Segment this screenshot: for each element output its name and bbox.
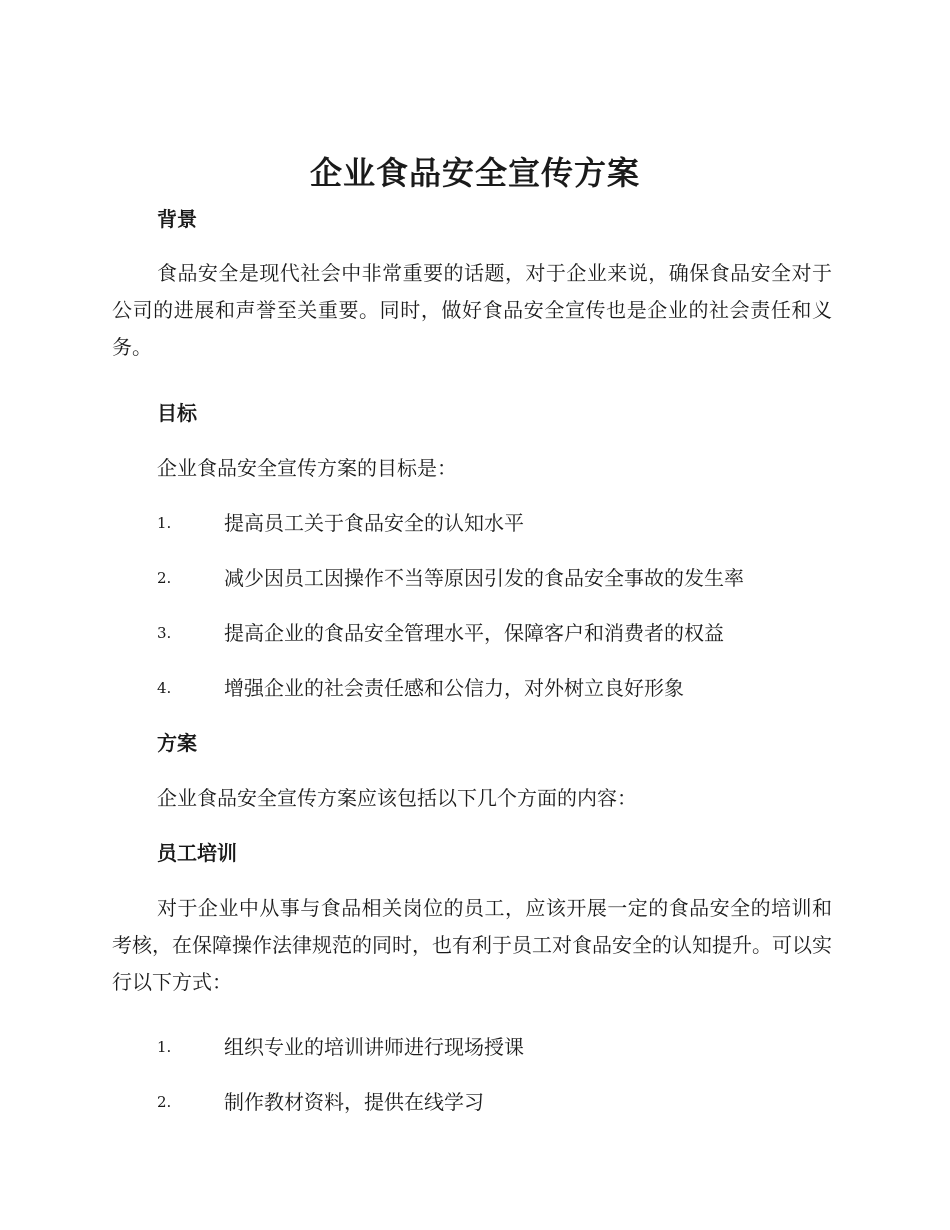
- background-paragraph: 食品安全是现代社会中非常重要的话题，对于企业来说，确保食品安全对于公司的进展和声誉至关重要。同时，做好食品安全宣传也是企业的社会责任和义务。: [112, 261, 832, 359]
- section-heading-training: 员工培训: [157, 841, 237, 865]
- list-item-text: 提高员工关于食品安全的认知水平: [224, 511, 524, 535]
- goals-list-item: [157, 563, 837, 593]
- list-item-text: 制作教材资料，提供在线学习: [224, 1090, 484, 1114]
- list-number: 1.: [157, 514, 172, 532]
- list-number: 2.: [157, 569, 172, 587]
- training-list-item: [157, 1087, 837, 1117]
- section-heading-goals: 目标: [157, 401, 197, 425]
- list-item-text: 提高企业的食品安全管理水平，保障客户和消费者的权益: [224, 621, 724, 645]
- plan-intro: 企业食品安全宣传方案应该包括以下几个方面的内容：: [157, 786, 637, 810]
- section-heading-background: 背景: [157, 207, 197, 231]
- document-title: 企业食品安全宣传方案: [309, 154, 640, 192]
- list-number: 4.: [157, 679, 172, 697]
- training-list-item: [157, 1032, 837, 1062]
- list-item-text: 减少因员工因操作不当等原因引发的食品安全事故的发生率: [224, 566, 744, 590]
- goals-list-item: [157, 618, 837, 648]
- list-number: 3.: [157, 624, 172, 642]
- goals-list-item: [157, 508, 837, 538]
- list-item-text: 增强企业的社会责任感和公信力，对外树立良好形象: [224, 676, 684, 700]
- training-paragraph: 对于企业中从事与食品相关岗位的员工，应该开展一定的食品安全的培训和考核，在保障操作法律规范的同时，也有利于员工对食品安全的认知提升。可以实行以下方式：: [112, 896, 832, 994]
- list-number: 1.: [157, 1038, 172, 1056]
- goals-list-item: [157, 673, 837, 703]
- list-item-text: 组织专业的培训讲师进行现场授课: [224, 1035, 524, 1059]
- section-heading-plan: 方案: [157, 731, 197, 755]
- list-number: 2.: [157, 1093, 172, 1111]
- goals-intro: 企业食品安全宣传方案的目标是：: [157, 456, 457, 480]
